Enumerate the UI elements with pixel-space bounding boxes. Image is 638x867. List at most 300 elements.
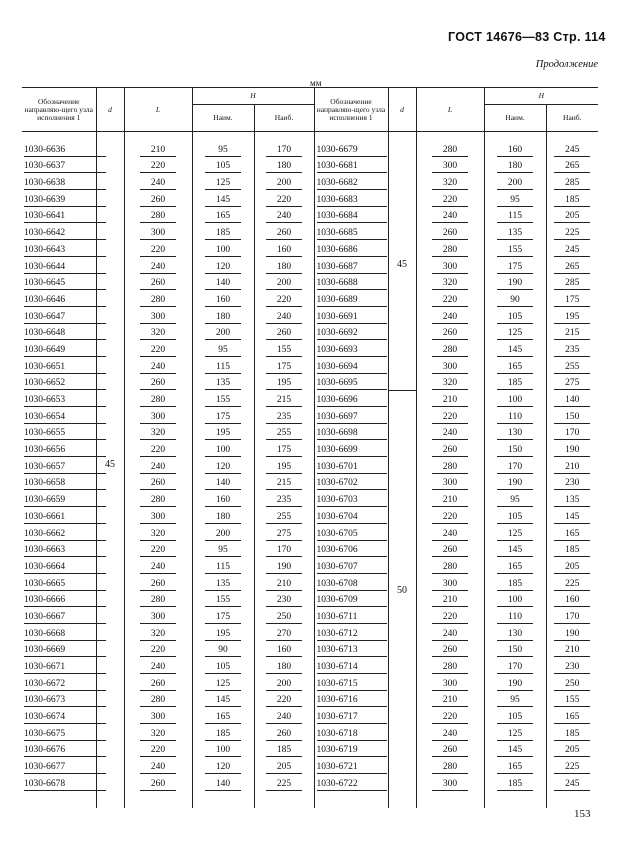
hmax-value-cell: 255	[266, 511, 302, 524]
hmin-value-cell: 170	[497, 661, 533, 674]
l-value-cell: 320	[140, 327, 176, 340]
hmax-value-cell: 245	[554, 244, 590, 257]
l-value-cell: 300	[432, 678, 468, 691]
l-value-cell: 280	[140, 594, 176, 607]
designation-cell: 1030-6653	[24, 394, 106, 407]
hmax-value-cell: 175	[266, 444, 302, 457]
hmax-value-cell: 225	[554, 578, 590, 591]
designation-cell: 1030-6659	[24, 494, 106, 507]
hmin-value-cell: 110	[497, 411, 533, 424]
l-value-cell: 240	[140, 461, 176, 474]
l-value-cell: 300	[140, 711, 176, 724]
l-value-cell: 260	[140, 778, 176, 791]
hmin-value-cell: 95	[205, 544, 241, 557]
col-header-hmax: Наиб.	[254, 105, 314, 132]
hmax-value-cell: 230	[266, 594, 302, 607]
hmin-value-cell: 100	[497, 394, 533, 407]
l-value-cell: 320	[432, 377, 468, 390]
l-value-cell: 240	[140, 361, 176, 374]
designation-cell: 1030-6669	[24, 644, 106, 657]
designation-cell: 1030-6665	[24, 578, 106, 591]
hmin-value-cell: 135	[205, 377, 241, 390]
designation-cell: 1030-6679	[317, 144, 387, 157]
designation-cell: 1030-6641	[24, 210, 106, 223]
table-body	[22, 132, 598, 808]
hmin-value-cell: 165	[497, 561, 533, 574]
l-value-cell: 240	[432, 728, 468, 741]
designation-cell: 1030-6657	[24, 461, 106, 474]
hmin-value-cell: 105	[205, 160, 241, 173]
hmax-value-cell: 275	[554, 377, 590, 390]
hmin-value-cell: 185	[497, 578, 533, 591]
designation-cell: 1030-6693	[317, 344, 387, 357]
l-value-cell: 240	[432, 311, 468, 324]
designation-cell: 1030-6645	[24, 277, 106, 290]
l-value-cell: 260	[432, 544, 468, 557]
hmin-value-cell: 95	[205, 144, 241, 157]
hmax-value-cell: 245	[554, 144, 590, 157]
hmax-value-cell: 195	[266, 377, 302, 390]
hmin-value-cell: 125	[497, 528, 533, 541]
designation-cell: 1030-6691	[317, 311, 387, 324]
l-value-cell: 280	[140, 394, 176, 407]
designation-cell: 1030-6722	[317, 778, 387, 791]
designation-cell: 1030-6654	[24, 411, 106, 424]
l-value-cell: 220	[140, 344, 176, 357]
hmin-value-cell: 185	[205, 227, 241, 240]
hmax-value-cell: 225	[554, 227, 590, 240]
hmax-value-cell: 190	[554, 628, 590, 641]
hmin-value-cell: 190	[497, 678, 533, 691]
hmax-value-cell: 200	[266, 277, 302, 290]
hmax-value-cell: 185	[554, 728, 590, 741]
hmin-value-cell: 125	[497, 728, 533, 741]
designation-cell: 1030-6677	[24, 761, 106, 774]
designation-cell: 1030-6655	[24, 427, 106, 440]
designation-cell: 1030-6716	[317, 694, 387, 707]
l-value-cell: 260	[140, 194, 176, 207]
l-value-cell: 260	[140, 578, 176, 591]
hmax-value-cell: 205	[554, 210, 590, 223]
designation-cell: 1030-6689	[317, 294, 387, 307]
designation-cell: 1030-6667	[24, 611, 106, 624]
designation-cell: 1030-6651	[24, 361, 106, 374]
designation-cell: 1030-6685	[317, 227, 387, 240]
l-value-cell: 280	[432, 761, 468, 774]
hmax-value-cell: 225	[266, 778, 302, 791]
hmin-value-cell: 95	[497, 494, 533, 507]
l-value-cell: 240	[140, 261, 176, 274]
designation-cell: 1030-6681	[317, 160, 387, 173]
hmax-value-cell: 135	[554, 494, 590, 507]
designation-cell: 1030-6702	[317, 477, 387, 490]
hmin-value-cell: 95	[497, 194, 533, 207]
hmin-value-cell: 100	[205, 244, 241, 257]
designation-cell: 1030-6642	[24, 227, 106, 240]
hmax-value-cell: 160	[266, 644, 302, 657]
hmax-value-cell: 150	[554, 411, 590, 424]
designation-cell: 1030-6701	[317, 461, 387, 474]
l-value-cell: 280	[432, 244, 468, 257]
hmax-value-cell: 215	[266, 477, 302, 490]
designation-cell: 1030-6672	[24, 678, 106, 691]
designation-cell: 1030-6675	[24, 728, 106, 741]
designation-cell: 1030-6676	[24, 744, 106, 757]
hmin-value-cell: 175	[205, 611, 241, 624]
hmin-value-cell: 100	[205, 744, 241, 757]
hmin-value-cell: 145	[205, 194, 241, 207]
hmin-value-cell: 195	[205, 628, 241, 641]
hmin-value-cell: 200	[205, 528, 241, 541]
l-value-cell: 320	[140, 427, 176, 440]
hmin-value-cell: 120	[205, 261, 241, 274]
hmin-value-cell: 165	[205, 210, 241, 223]
designation-cell: 1030-6643	[24, 244, 106, 257]
hmax-value-cell: 210	[554, 644, 590, 657]
hmax-value-cell: 230	[554, 661, 590, 674]
unit-label: мм	[310, 78, 322, 88]
hmax-value-cell: 160	[266, 244, 302, 257]
hmin-value-cell: 140	[205, 778, 241, 791]
designation-cell: 1030-6714	[317, 661, 387, 674]
hmax-value-cell: 285	[554, 277, 590, 290]
hmax-value-cell: 240	[266, 210, 302, 223]
hmin-value-cell: 165	[205, 711, 241, 724]
l-value-cell: 300	[432, 477, 468, 490]
l-value-cell: 220	[140, 444, 176, 457]
l-value-cell: 240	[432, 628, 468, 641]
hmax-value-cell: 265	[554, 261, 590, 274]
col-header-hmin-right: Наим.	[484, 105, 546, 132]
l-value-cell: 280	[140, 210, 176, 223]
designation-cell: 1030-6652	[24, 377, 106, 390]
designation-cell: 1030-6682	[317, 177, 387, 190]
designation-cell: 1030-6666	[24, 594, 106, 607]
designation-cell: 1030-6697	[317, 411, 387, 424]
l-value-cell: 220	[140, 644, 176, 657]
l-value-cell: 300	[432, 160, 468, 173]
hmin-value-cell: 100	[205, 444, 241, 457]
hmin-value-cell: 170	[497, 461, 533, 474]
hmin-value-cell: 125	[205, 177, 241, 190]
designation-cell: 1030-6695	[317, 377, 387, 390]
hmax-value-cell: 165	[554, 711, 590, 724]
hmin-value-cell: 140	[205, 477, 241, 490]
l-value-cell: 220	[432, 194, 468, 207]
hmin-value-cell: 185	[205, 728, 241, 741]
designation-cell: 1030-6704	[317, 511, 387, 524]
l-value-cell: 280	[140, 494, 176, 507]
l-value-cell: 210	[140, 144, 176, 157]
hmax-value-cell: 225	[554, 761, 590, 774]
col-header-d: d	[96, 88, 124, 132]
l-value-cell: 300	[140, 511, 176, 524]
designation-cell: 1030-6671	[24, 661, 106, 674]
l-value-cell: 320	[140, 728, 176, 741]
hmin-value-cell: 110	[497, 611, 533, 624]
hmin-value-cell: 115	[205, 361, 241, 374]
hmin-value-cell: 90	[205, 644, 241, 657]
l-value-cell: 240	[432, 210, 468, 223]
hmax-value-cell: 220	[266, 294, 302, 307]
designation-cell: 1030-6692	[317, 327, 387, 340]
l-value-cell: 260	[140, 377, 176, 390]
hmin-value-cell: 105	[497, 711, 533, 724]
l-value-cell: 240	[140, 177, 176, 190]
designation-cell: 1030-6661	[24, 511, 106, 524]
designation-cell: 1030-6706	[317, 544, 387, 557]
l-value-cell: 220	[432, 294, 468, 307]
l-value-cell: 260	[140, 277, 176, 290]
hmax-value-cell: 200	[266, 678, 302, 691]
designation-cell: 1030-6699	[317, 444, 387, 457]
hmax-value-cell: 190	[554, 444, 590, 457]
l-value-cell: 280	[140, 694, 176, 707]
hmin-value-cell: 155	[205, 394, 241, 407]
hmin-value-cell: 150	[497, 444, 533, 457]
l-value-cell: 300	[140, 311, 176, 324]
hmax-value-cell: 220	[266, 194, 302, 207]
designation-cell: 1030-6686	[317, 244, 387, 257]
hmax-value-cell: 275	[266, 528, 302, 541]
hmin-value-cell: 130	[497, 628, 533, 641]
table-row	[22, 132, 598, 157]
col-header-L-right: L	[416, 88, 484, 132]
hmax-value-cell: 195	[554, 311, 590, 324]
hmax-value-cell: 210	[266, 578, 302, 591]
designation-cell: 1030-6662	[24, 528, 106, 541]
l-value-cell: 280	[432, 461, 468, 474]
designation-cell: 1030-6711	[317, 611, 387, 624]
l-value-cell: 320	[432, 177, 468, 190]
l-value-cell: 210	[432, 594, 468, 607]
col-header-code: Обозначение направляю-щего узла исполнения 1	[22, 88, 96, 132]
hmax-value-cell: 240	[266, 311, 302, 324]
l-value-cell: 300	[140, 411, 176, 424]
designation-cell: 1030-6683	[317, 194, 387, 207]
designation-cell: 1030-6719	[317, 744, 387, 757]
hmin-value-cell: 190	[497, 477, 533, 490]
hmax-value-cell: 235	[266, 411, 302, 424]
designation-cell: 1030-6694	[317, 361, 387, 374]
hmax-value-cell: 255	[266, 427, 302, 440]
hmax-value-cell: 170	[554, 611, 590, 624]
l-value-cell: 260	[432, 744, 468, 757]
designation-cell: 1030-6637	[24, 160, 106, 173]
designation-cell: 1030-6639	[24, 194, 106, 207]
designation-cell: 1030-6646	[24, 294, 106, 307]
designation-cell: 1030-6674	[24, 711, 106, 724]
designation-cell: 1030-6648	[24, 327, 106, 340]
col-header-H: H	[192, 88, 314, 105]
d-value-cell: 45	[388, 132, 416, 391]
col-header-H-right: H	[484, 88, 598, 105]
col-header-hmax-right: Наиб.	[546, 105, 598, 132]
l-value-cell: 280	[432, 144, 468, 157]
hmax-value-cell: 180	[266, 160, 302, 173]
hmax-value-cell: 250	[554, 678, 590, 691]
designation-cell: 1030-6708	[317, 578, 387, 591]
designation-cell: 1030-6649	[24, 344, 106, 357]
hmin-value-cell: 185	[497, 377, 533, 390]
designation-cell: 1030-6638	[24, 177, 106, 190]
designation-cell: 1030-6698	[317, 427, 387, 440]
hmin-value-cell: 105	[497, 511, 533, 524]
designation-cell: 1030-6707	[317, 561, 387, 574]
hmax-value-cell: 260	[266, 327, 302, 340]
designation-cell: 1030-6664	[24, 561, 106, 574]
l-value-cell: 300	[432, 578, 468, 591]
hmax-value-cell: 270	[266, 628, 302, 641]
hmax-value-cell: 205	[554, 744, 590, 757]
hmax-value-cell: 220	[266, 694, 302, 707]
l-value-cell: 220	[432, 711, 468, 724]
designation-cell: 1030-6684	[317, 210, 387, 223]
l-value-cell: 220	[432, 611, 468, 624]
hmin-value-cell: 150	[497, 644, 533, 657]
l-value-cell: 220	[432, 411, 468, 424]
designation-cell: 1030-6717	[317, 711, 387, 724]
col-header-L: L	[124, 88, 192, 132]
hmax-value-cell: 265	[554, 160, 590, 173]
table-spacer-row	[22, 791, 598, 808]
hmin-value-cell: 200	[497, 177, 533, 190]
hmin-value-cell: 155	[205, 594, 241, 607]
hmin-value-cell: 140	[205, 277, 241, 290]
designation-cell: 1030-6709	[317, 594, 387, 607]
hmax-value-cell: 235	[554, 344, 590, 357]
hmin-value-cell: 125	[497, 327, 533, 340]
hmax-value-cell: 205	[554, 561, 590, 574]
col-header-d-right: d	[388, 88, 416, 132]
hmax-value-cell: 215	[554, 327, 590, 340]
l-value-cell: 300	[432, 778, 468, 791]
d-value-cell: 50	[388, 390, 416, 791]
l-value-cell: 260	[432, 327, 468, 340]
d-value-cell: 45	[96, 132, 124, 791]
l-value-cell: 210	[432, 694, 468, 707]
page-number: 153	[574, 808, 591, 820]
hmin-value-cell: 145	[497, 744, 533, 757]
l-value-cell: 240	[140, 561, 176, 574]
hmin-value-cell: 175	[497, 261, 533, 274]
l-value-cell: 300	[432, 261, 468, 274]
hmax-value-cell: 185	[554, 194, 590, 207]
hmax-value-cell: 155	[554, 694, 590, 707]
l-value-cell: 260	[432, 227, 468, 240]
designation-cell: 1030-6713	[317, 644, 387, 657]
hmin-value-cell: 180	[497, 160, 533, 173]
hmin-value-cell: 120	[205, 461, 241, 474]
l-value-cell: 280	[140, 294, 176, 307]
hmin-value-cell: 120	[205, 761, 241, 774]
l-value-cell: 240	[432, 528, 468, 541]
designation-cell: 1030-6647	[24, 311, 106, 324]
hmax-value-cell: 170	[266, 144, 302, 157]
hmin-value-cell: 115	[497, 210, 533, 223]
hmax-value-cell: 185	[554, 544, 590, 557]
hmax-value-cell: 260	[266, 728, 302, 741]
l-value-cell: 260	[432, 644, 468, 657]
hmin-value-cell: 185	[497, 778, 533, 791]
l-value-cell: 260	[140, 678, 176, 691]
hmin-value-cell: 155	[497, 244, 533, 257]
designation-cell: 1030-6712	[317, 628, 387, 641]
hmin-value-cell: 180	[205, 311, 241, 324]
hmax-value-cell: 170	[266, 544, 302, 557]
hmax-value-cell: 175	[554, 294, 590, 307]
l-value-cell: 210	[432, 394, 468, 407]
hmin-value-cell: 105	[205, 661, 241, 674]
l-value-cell: 320	[432, 277, 468, 290]
l-value-cell: 280	[432, 344, 468, 357]
hmax-value-cell: 260	[266, 227, 302, 240]
hmin-value-cell: 135	[497, 227, 533, 240]
l-value-cell: 240	[432, 427, 468, 440]
hmax-value-cell: 145	[554, 511, 590, 524]
l-value-cell: 220	[140, 244, 176, 257]
hmax-value-cell: 240	[266, 711, 302, 724]
designation-cell: 1030-6668	[24, 628, 106, 641]
hmax-value-cell: 210	[554, 461, 590, 474]
hmin-value-cell: 145	[205, 694, 241, 707]
l-value-cell: 220	[140, 160, 176, 173]
continuation-label: Продолжение	[535, 59, 598, 70]
l-value-cell: 220	[140, 744, 176, 757]
hmax-value-cell: 195	[266, 461, 302, 474]
designation-cell: 1030-6705	[317, 528, 387, 541]
hmin-value-cell: 105	[497, 311, 533, 324]
designation-cell: 1030-6721	[317, 761, 387, 774]
l-value-cell: 280	[432, 661, 468, 674]
l-value-cell: 300	[432, 361, 468, 374]
l-value-cell: 320	[140, 628, 176, 641]
hmin-value-cell: 200	[205, 327, 241, 340]
designation-cell: 1030-6703	[317, 494, 387, 507]
l-value-cell: 240	[140, 761, 176, 774]
hmax-value-cell: 160	[554, 594, 590, 607]
hmin-value-cell: 175	[205, 411, 241, 424]
hmax-value-cell: 250	[266, 611, 302, 624]
hmax-value-cell: 230	[554, 477, 590, 490]
hmin-value-cell: 190	[497, 277, 533, 290]
data-table	[22, 87, 598, 808]
hmin-value-cell: 145	[497, 544, 533, 557]
hmax-value-cell: 245	[554, 778, 590, 791]
hmax-value-cell: 285	[554, 177, 590, 190]
hmax-value-cell: 165	[554, 528, 590, 541]
hmax-value-cell: 140	[554, 394, 590, 407]
hmin-value-cell: 160	[205, 494, 241, 507]
designation-cell: 1030-6656	[24, 444, 106, 457]
l-value-cell: 220	[140, 544, 176, 557]
hmax-value-cell: 205	[266, 761, 302, 774]
hmin-value-cell: 135	[205, 578, 241, 591]
hmin-value-cell: 125	[205, 678, 241, 691]
designation-cell: 1030-6715	[317, 678, 387, 691]
designation-cell: 1030-6678	[24, 778, 106, 791]
designation-cell: 1030-6658	[24, 477, 106, 490]
hmin-value-cell: 115	[205, 561, 241, 574]
hmin-value-cell: 95	[497, 694, 533, 707]
hmin-value-cell: 95	[205, 344, 241, 357]
designation-cell: 1030-6636	[24, 144, 106, 157]
designation-cell: 1030-6688	[317, 277, 387, 290]
hmax-value-cell: 155	[266, 344, 302, 357]
l-value-cell: 260	[140, 477, 176, 490]
hmax-value-cell: 215	[266, 394, 302, 407]
hmin-value-cell: 160	[205, 294, 241, 307]
